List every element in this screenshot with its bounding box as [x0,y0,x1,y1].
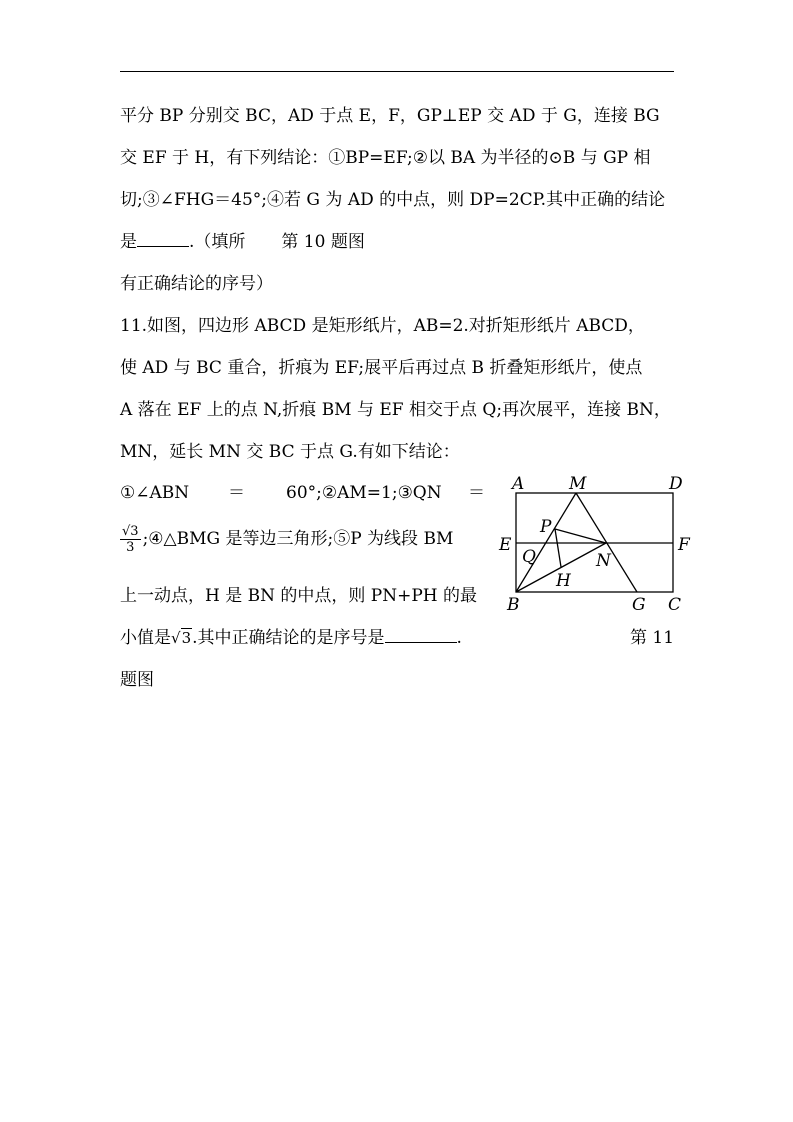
q11-text-answer: .其中正确结论的是序号是 [192,628,385,648]
sqrt-radicand: 3 [181,629,192,647]
label-q: Q [522,547,536,567]
q10-text-shi: 是 [120,232,137,252]
q10-text-fill: .（填所 [189,232,246,252]
q10-figure-caption: 第 10 题图 [281,232,365,252]
label-m: M [569,474,587,494]
label-b: B [507,595,520,615]
q10-line-5: 有正确结论的序号） [120,274,273,294]
label-f: F [678,535,690,555]
q11-figure-caption-b: 题图 [120,670,154,690]
q11-line-3: A 落在 EF 上的点 N,折痕 BM 与 EF 相交于点 Q;再次展平，连接 BN， [120,400,671,420]
label-e: E [499,535,512,555]
q11-equals-2: ＝ [468,483,485,503]
label-d: D [669,474,683,494]
q11-sqrt3 [171,626,192,650]
q11-text-min: 小值是 [120,628,171,648]
q11-equals-1: ＝ [228,483,245,503]
segment-ph [555,529,561,567]
q11-line-1: 11.如图，四边形 ABCD 是矩形纸片，AB=2.对折矩形纸片 ABCD， [120,316,645,336]
q11-answer-blank [385,626,457,643]
sqrt-sign: √ [171,629,181,647]
header-rule [120,71,674,72]
q11-line-7: 上一动点，H 是 BN 的中点，则 PN+PH 的最 [120,586,478,606]
segment-pn [555,529,606,543]
label-n: N [596,551,611,571]
q11-conclusion-1: ①∠ABN [120,483,190,503]
q11-line-4: MN，延长 MN 交 BC 于点 G.有如下结论： [120,442,460,462]
q11-conclusion-2: 60°;②AM=1;③QN [286,483,442,503]
q11-line-6 [120,524,453,555]
q10-line-1: 平分 BP 分别交 BC，AD 于点 E，F，GP⊥EP 交 AD 于 G，连接 BG [120,106,660,126]
q11-figure-caption-a: 第 11 [630,628,675,648]
label-h: H [556,571,571,591]
q11-line-8 [120,626,462,650]
q10-line-3: 切;③∠FHG＝45°;④若 G 为 AD 的中点，则 DP=2CP.其中正确的结论 [120,190,666,210]
q10-answer-blank [137,230,189,247]
q11-line-6-text: ;④△BMG 是等边三角形;⑤P 为线段 BM [142,529,454,549]
q11-text-period: . [456,628,462,648]
q11-fraction-denominator: 3 [126,540,135,555]
label-a: A [512,474,525,494]
q11-fraction-numerator: √3 [122,524,139,539]
label-g: G [632,595,646,615]
label-p: P [540,517,552,537]
q11-line-2: 使 AD 与 BC 重合，折痕为 EF;展平后再过点 B 折叠矩形纸片，使点 [120,358,643,378]
q11-fraction [120,524,141,555]
label-c: C [668,595,682,615]
q10-line-2: 交 EF 于 H，有下列结论：①BP=EF;②以 BA 为半径的⊙B 与 GP 相 [120,148,651,168]
q11-figure [490,466,710,622]
q10-line-4 [120,230,365,254]
